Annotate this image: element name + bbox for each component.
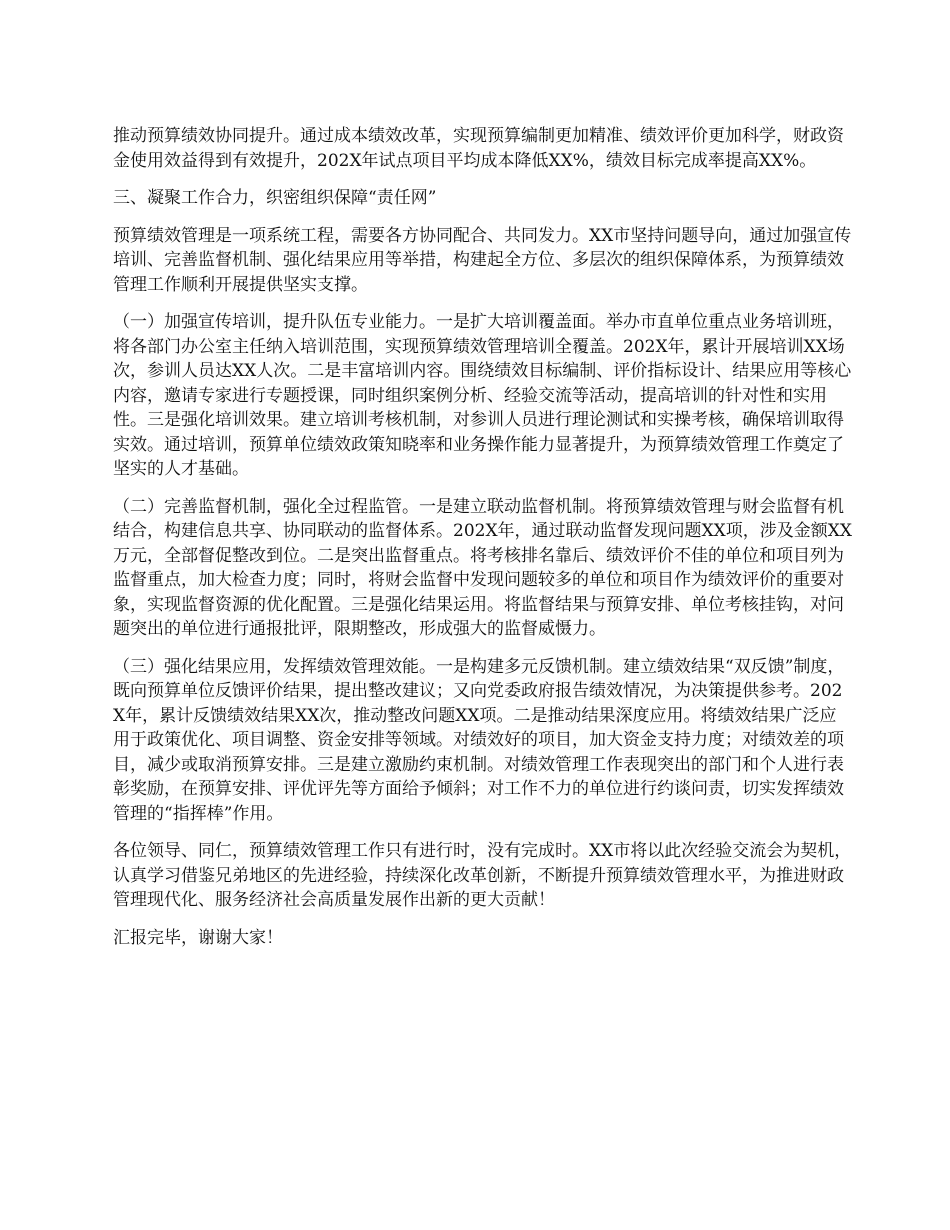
paragraph-intro-continuation: 推动预算绩效协同提升。通过成本绩效改革，实现预算编制更加精准、绩效评价更加科学，财政资金使用效益得到有效提升，202X年试点项目平均成本降低XX%，绩效目标完成率提高XX%。: [113, 126, 844, 171]
paragraph-subsection-3: （三）强化结果应用，发挥绩效管理效能。一是构建多元反馈机制。建立绩效结果“双反馈”制度，既向预算单位反馈评价结果，提出整改建议；又向党委政府报告绩效情况，为决策提供参考。202X年，累计反馈绩效结果XX次，推动整改问题XX项。二是推动结果深度应用。将绩效结果广泛应用于政策优化、项目调整、资金安排等领域。对绩效好的项目，加大资金支持力度；对绩效差的项目，减少或取消预算安排。三是建立激励约束机制。对绩效管理工作表现突出的部门和个人进行表彰奖励，在预算安排、评优评先等方面给予倾斜；对工作不力的单位进行约谈问责，切实发挥绩效管理的“指挥棒”作用。: [113, 656, 845, 824]
document-body: [113, 124, 853, 963]
paragraph-closing: 各位领导、同仁，预算绩效管理工作只有进行时，没有完成时。XX市将以此次经验交流会为契机，认真学习借鉴兄弟地区的先进经验，持续深化改革创新，不断提升预算绩效管理水平，为推进财政管理现代化、服务经济社会高质量发展作出新的更大贡献！: [113, 841, 852, 910]
paragraph-section-3-intro: 预算绩效管理是一项系统工程，需要各方协同配合、共同发力。XX市坚持问题导向，通过加强宣传培训、完善监督机制、强化结果应用等举措，构建起全方位、多层次的组织保障体系，为预算绩效管理工作顺利开展提供坚实支撑。: [113, 225, 852, 295]
paragraph-subsection-2: （二）完善监督机制，强化全过程监管。一是建立联动监督机制。将预算绩效管理与财会监督有机结合，构建信息共享、协同联动的监督体系。202X年，通过联动监督发现问题XX项，涉及金额XX万元，全部督促整改到位。二是突出监督重点。将考核排名靠后、绩效评价不佳的单位和项目列为监督重点，加大检查力度；同时，将财会监督中发现问题较多的单位和项目作为绩效评价的重要对象，实现监督资源的优化配置。三是强化结果运用。将监督结果与预算安排、单位考核挂钩，对问题突出的单位进行通报批评，限期整改，形成强大的监督威慑力。: [113, 496, 852, 639]
section-heading-3: 三、凝聚工作合力，织密组织保障“责任网”: [113, 188, 437, 208]
paragraph-subsection-1: （一）加强宣传培训，提升队伍专业能力。一是扩大培训覆盖面。举办市直单位重点业务培训班，将各部门办公室主任纳入培训范围，实现预算绩效管理培训全覆盖。202X年，累计开展培训XX场次，参训人员达XX人次。二是丰富培训内容。围绕绩效目标编制、评价指标设计、结果应用等核心内容，邀请专家进行专题授课，同时组织案例分析、经验交流等活动，提高培训的针对性和实用性。三是强化培训效果。建立培训考核机制，对参训人员进行理论测试和实操考核，确保培训取得实效。通过培训，预算单位绩效政策知晓率和业务操作能力显著提升，为预算绩效管理工作奠定了坚实的人才基础。: [113, 312, 852, 479]
paragraph-thanks: 汇报完毕，谢谢大家！: [113, 927, 283, 948]
